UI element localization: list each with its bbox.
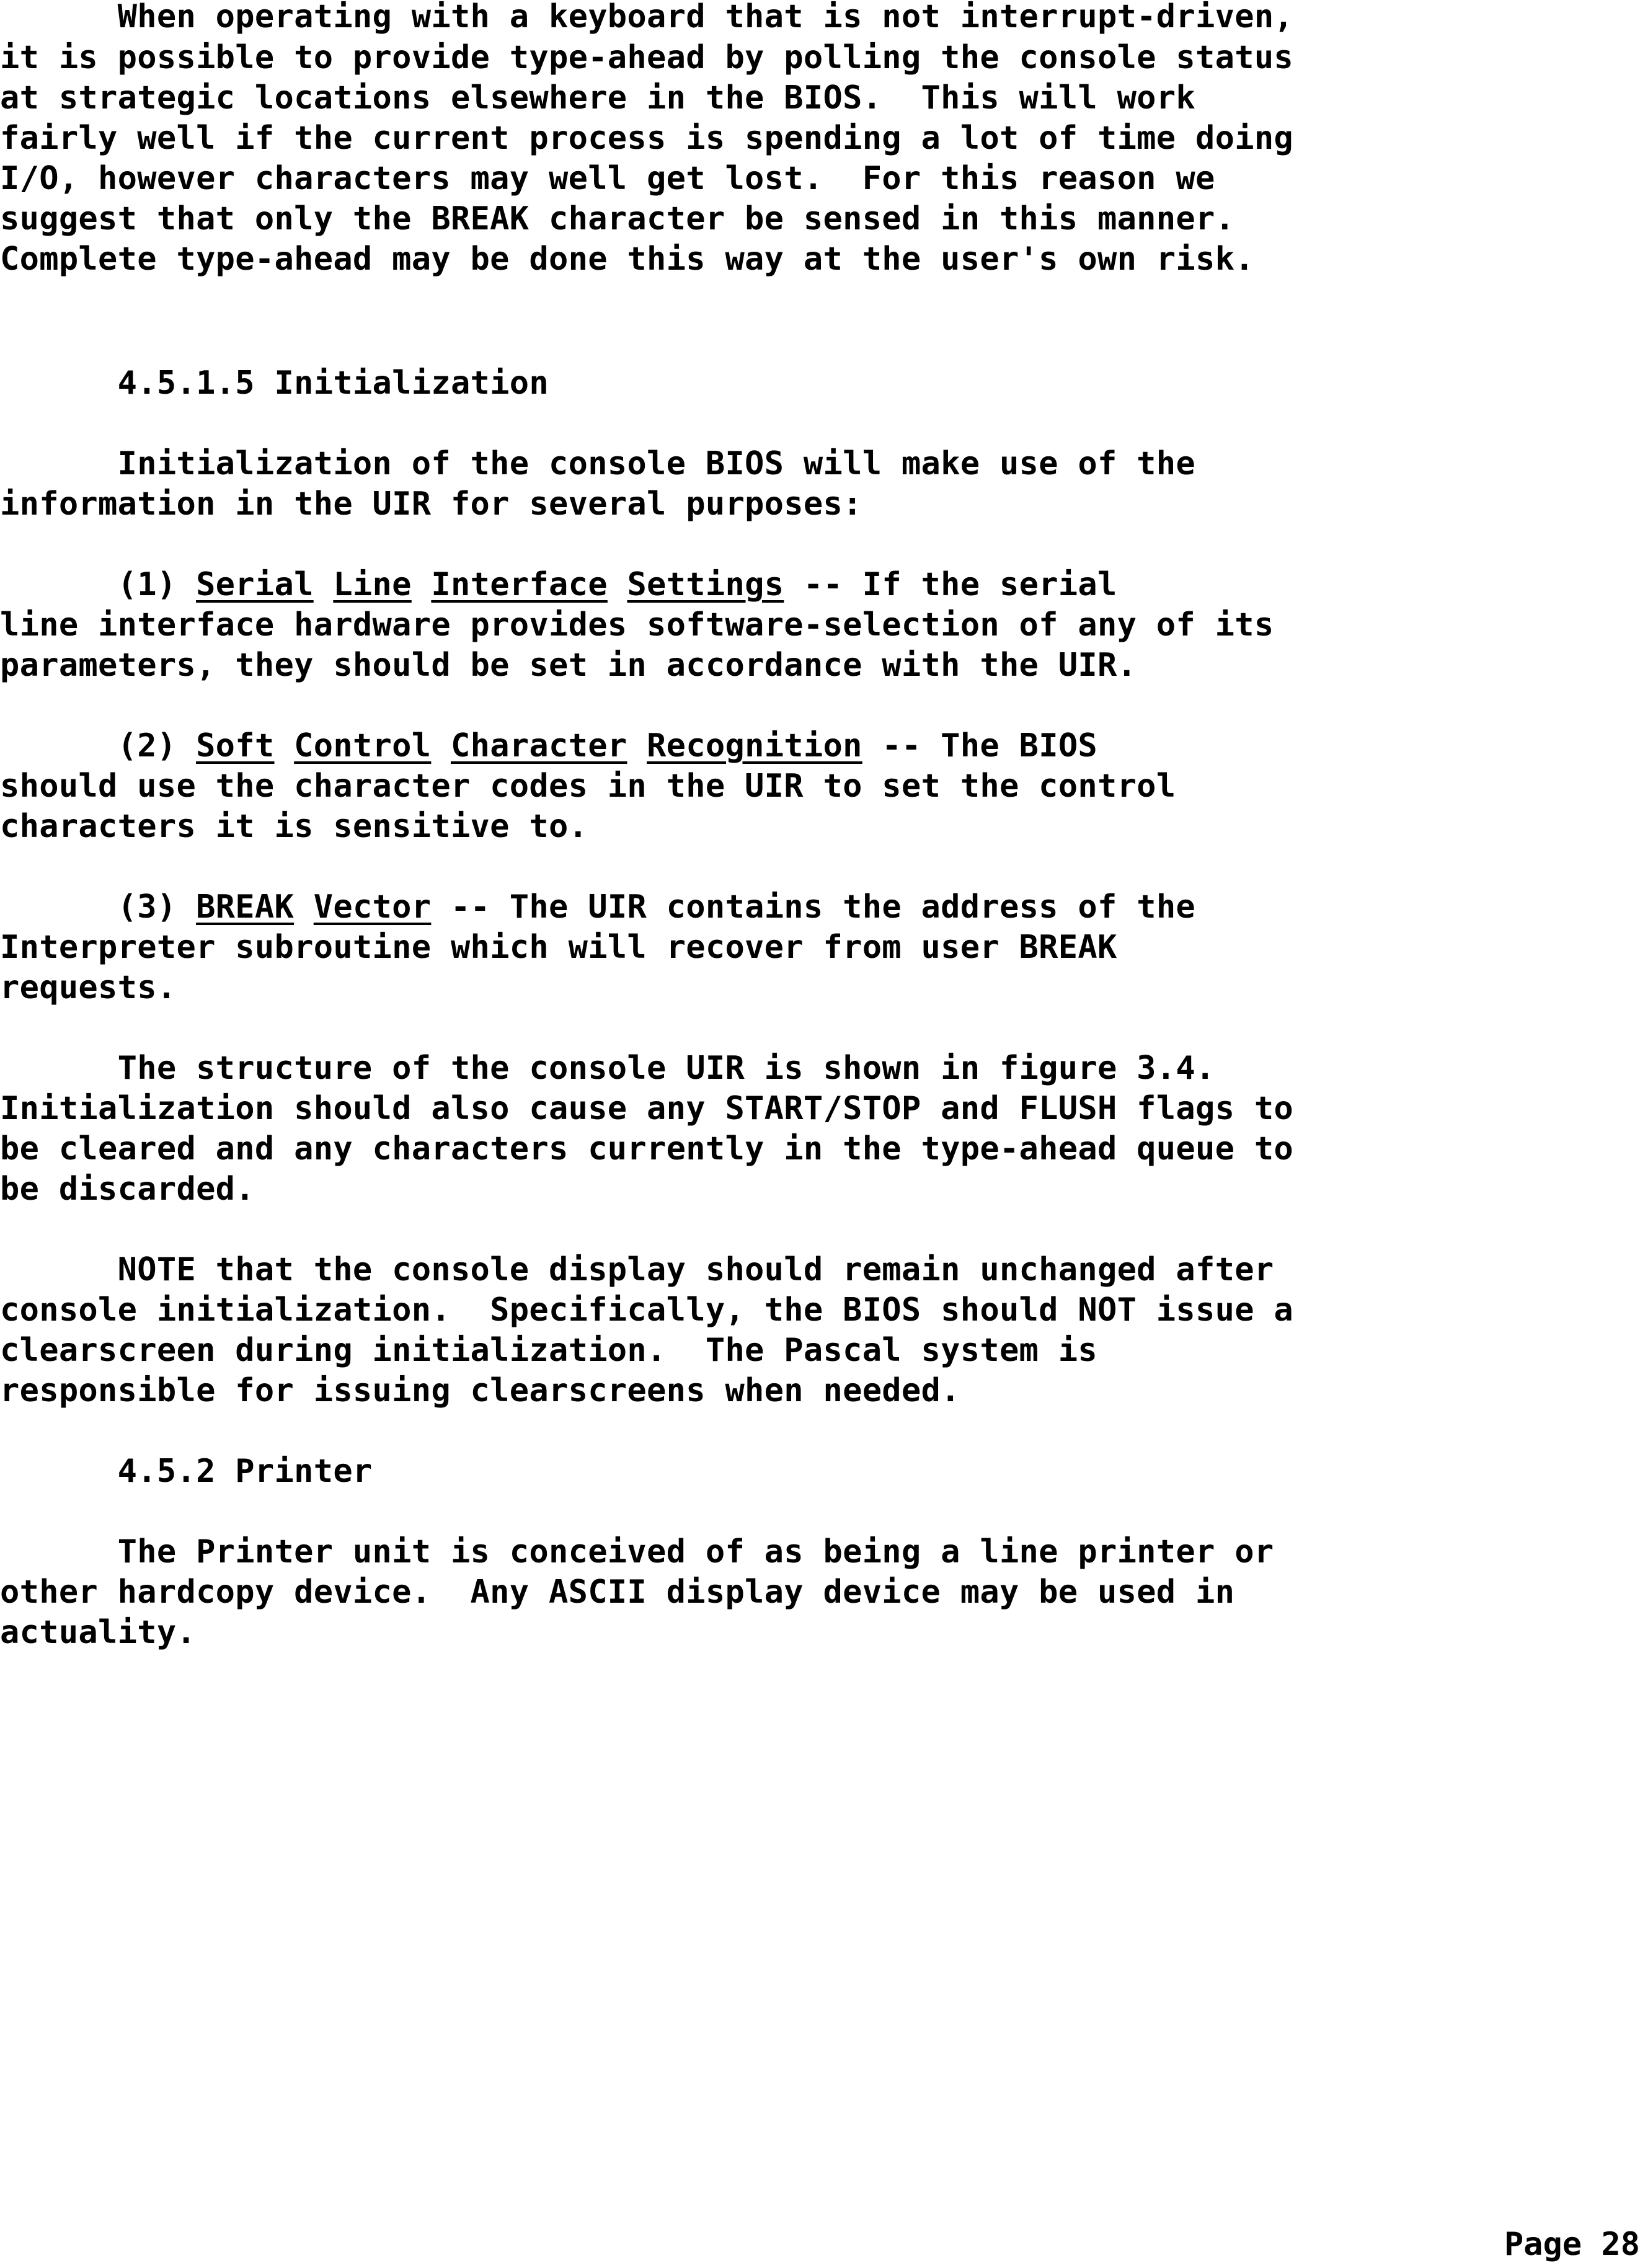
note-line-1: NOTE that the console display should remain unchanged after — [0, 1251, 1274, 1288]
item-2-line-3: characters it is sensitive to. — [0, 808, 588, 845]
init-intro-line-2: information in the UIR for several purposes: — [0, 485, 862, 523]
section-heading-printer: 4.5.2 Printer — [0, 1453, 373, 1490]
structure-line-3: be cleared and any characters currently in the type-ahead queue to — [0, 1130, 1294, 1167]
printer-line-3: actuality. — [0, 1614, 197, 1651]
typeahead-line-6: suggest that only the BREAK character be sensed in this manner. — [0, 200, 1235, 237]
structure-line-2: Initialization should also cause any START/STOP and FLUSH flags to — [0, 1090, 1294, 1127]
page-number: Page 28 — [1504, 2226, 1640, 2263]
typeahead-line-3: at strategic locations elsewhere in the BIOS. This will work — [0, 79, 1196, 117]
item-2-word-control: Control — [294, 727, 432, 764]
item-1-line-2: line interface hardware provides software-selection of any of its — [0, 606, 1274, 644]
item-1-word-interface: Interface — [431, 566, 608, 603]
structure-line-1: The structure of the console UIR is shown in figure 3.4. — [0, 1050, 1215, 1087]
init-intro-line-1: Initialization of the console BIOS will make use of the — [0, 445, 1196, 482]
item-3-word-vector: Vector — [313, 888, 432, 926]
item-3-line-3: requests. — [0, 969, 177, 1006]
item-3-word-break: BREAK — [196, 888, 295, 926]
item-1-word-settings: Settings — [627, 566, 784, 603]
note-line-2: console initialization. Specifically, the BIOS should NOT issue a — [0, 1291, 1294, 1329]
item-3-line-1 — [0, 887, 1195, 928]
printer-line-1: The Printer unit is conceived of as being a line printer or — [0, 1533, 1274, 1570]
structure-line-4: be discarded. — [0, 1171, 255, 1208]
note-line-3: clearscreen during initialization. The Pascal system is — [0, 1332, 1097, 1369]
item-2-word-recognition: Recognition — [647, 727, 862, 764]
item-3-suffix: -- The UIR contains the address of the — [431, 888, 1196, 926]
typeahead-line-1: When operating with a keyboard that is not interrupt-driven, — [0, 0, 1294, 35]
note-line-4: responsible for issuing clearscreens when needed. — [0, 1372, 960, 1409]
item-2-line-2: should use the character codes in the UIR to set the control — [0, 768, 1176, 805]
typeahead-line-7: Complete type-ahead may be done this way at the user's own risk. — [0, 241, 1254, 278]
item-1-suffix: -- If the serial — [784, 566, 1117, 603]
printer-line-2: other hardcopy device. Any ASCII display device may be used in — [0, 1574, 1235, 1611]
item-1-word-serial: Serial — [196, 566, 314, 603]
section-heading-initialization: 4.5.1.5 Initialization — [0, 365, 549, 402]
item-1-line-3: parameters, they should be set in accordance with the UIR. — [0, 647, 1137, 684]
item-2-prefix: (2) — [0, 727, 197, 764]
item-1-line-1 — [0, 564, 1117, 605]
item-2-suffix: -- The BIOS — [862, 727, 1098, 764]
item-2-line-1 — [0, 725, 1097, 766]
item-3-prefix: (3) — [0, 888, 197, 926]
typeahead-line-5: I/O, however characters may well get lost. For this reason we — [0, 160, 1215, 197]
item-2-word-soft: Soft — [196, 727, 275, 764]
item-3-line-2: Interpreter subroutine which will recover from user BREAK — [0, 929, 1117, 966]
item-2-word-character: Character — [450, 727, 627, 764]
typeahead-line-4: fairly well if the current process is spending a lot of time doing — [0, 120, 1294, 157]
item-1-word-line: Line — [333, 566, 412, 603]
item-1-prefix: (1) — [0, 566, 197, 603]
typeahead-line-2: it is possible to provide type-ahead by polling the console status — [0, 39, 1294, 76]
